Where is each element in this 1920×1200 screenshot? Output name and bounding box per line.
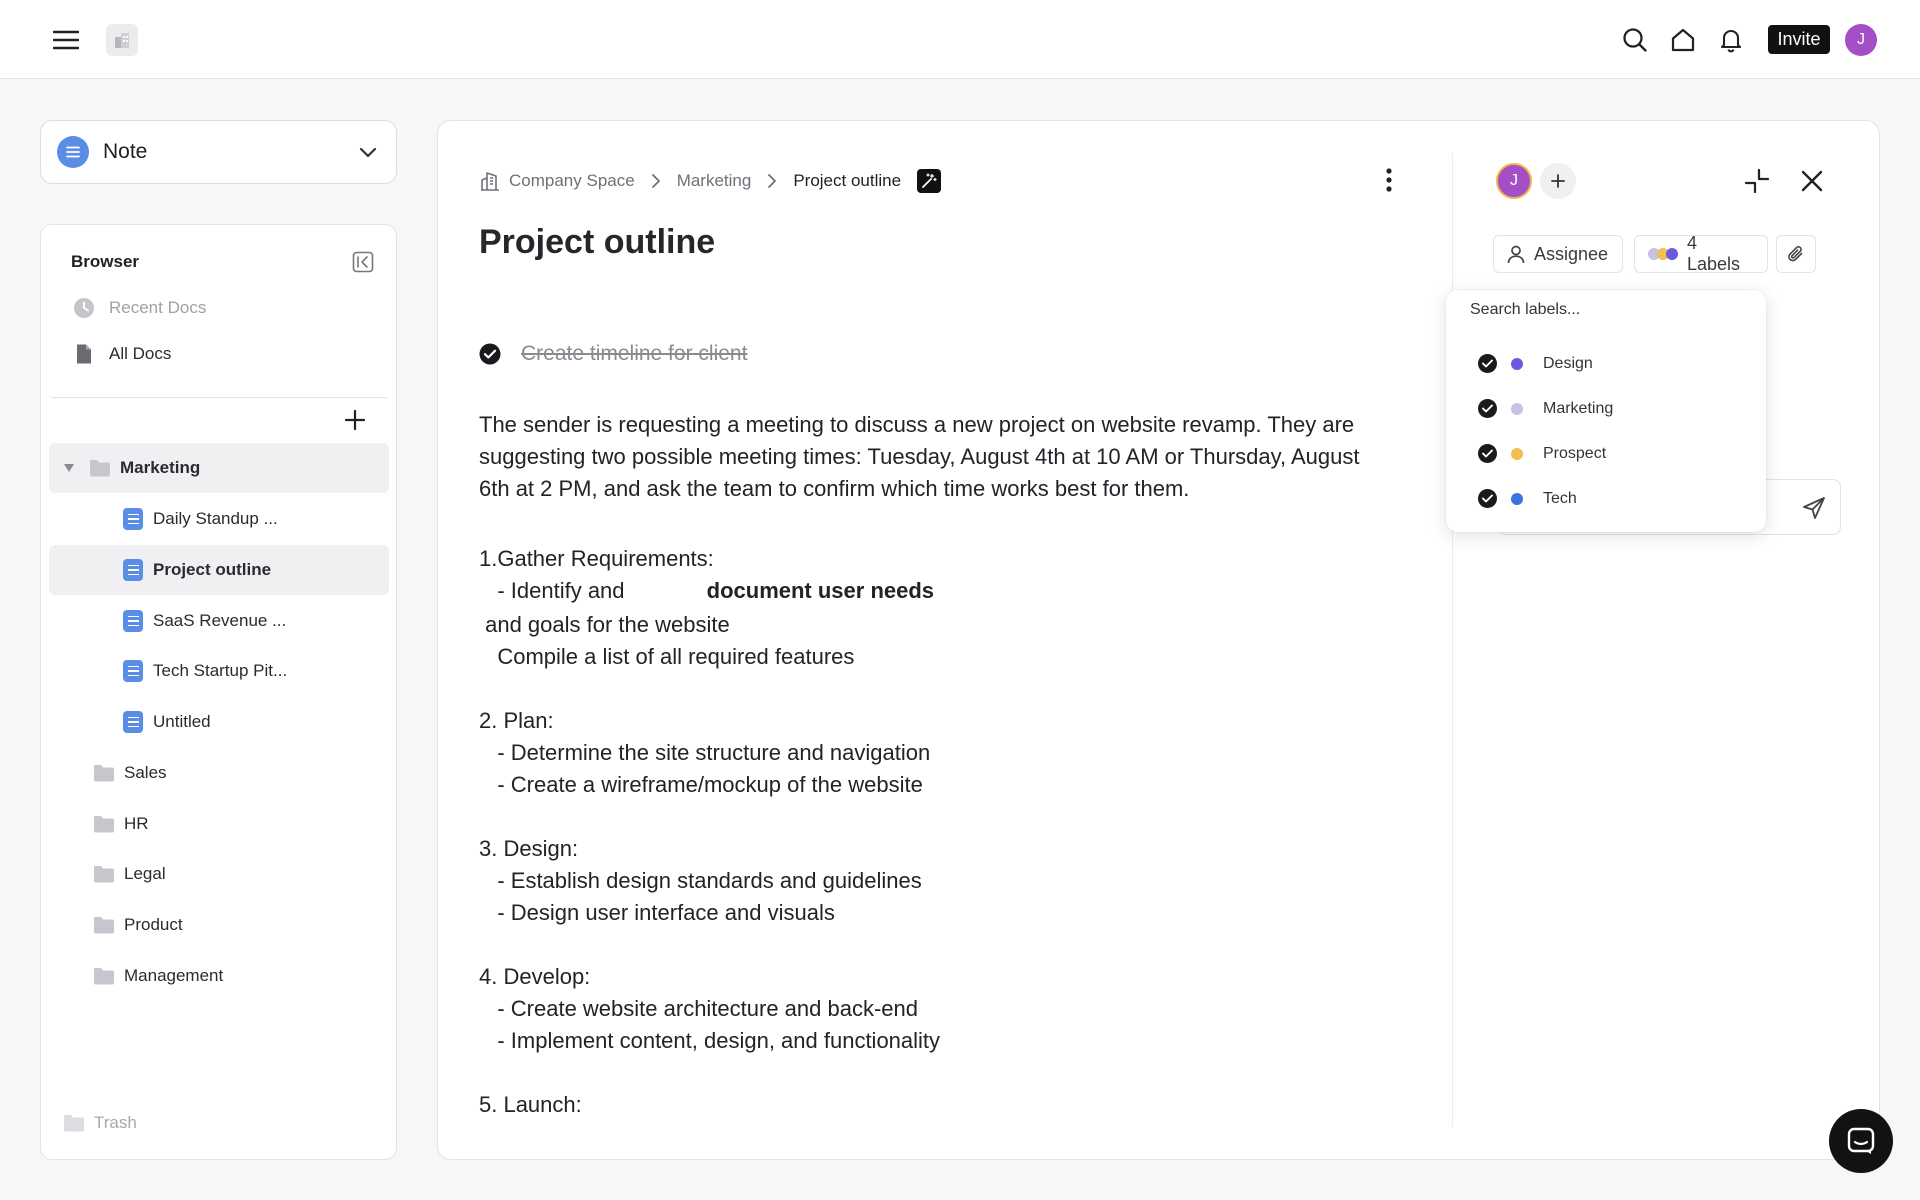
breadcrumb-current: Project outline [793,171,902,190]
label-option-design[interactable] [1478,354,1593,373]
collapse-sidebar-icon[interactable] [352,251,374,273]
label-search-input[interactable]: Search labels... [1470,301,1581,318]
folder-icon [93,865,115,883]
nav-all-docs[interactable] [73,343,171,365]
step4-block[interactable]: 4. Develop: - Create website architecture and back-end - Implement content, design, and functionality [479,964,941,1053]
more-options-icon[interactable] [1385,167,1393,193]
menu-icon[interactable] [52,26,80,54]
label-color-dot [1511,493,1523,505]
nav-recent-docs[interactable] [73,297,206,319]
document-icon [123,660,143,682]
step2-block[interactable]: 2. Plan: - Determine the site structure and navigation - Create a wireframe/mockup of the website [479,708,931,797]
step1-line1[interactable] [479,575,934,607]
breadcrumb-space[interactable]: Company Space [509,171,635,190]
step1-line3[interactable]: Compile a list of all required features [479,644,855,669]
document-icon [123,508,143,530]
labels-count: 4 Labels [1687,233,1741,274]
tree-label: Untitled [153,712,211,731]
tree-doc-project-outline[interactable] [49,545,389,595]
folder-icon [93,815,115,833]
step5-block[interactable]: 5. Launch: [479,1092,582,1117]
checkbox-checked-icon[interactable] [479,343,501,365]
add-folder-icon[interactable] [344,409,366,431]
step1-heading[interactable]: 1.Gather Requirements: [479,546,714,571]
document-editor [437,120,1880,1160]
tree-folder-legal[interactable] [49,849,389,899]
tree-doc-saas-revenue[interactable] [49,596,389,646]
magic-wand-icon[interactable] [917,169,941,193]
nav-all-docs-label: All Docs [109,344,172,363]
tree-doc-tech-startup[interactable] [49,646,389,696]
user-icon [1506,244,1526,264]
task-item[interactable] [479,342,747,366]
invite-button[interactable]: Invite [1768,25,1830,54]
label-option-tech[interactable] [1478,489,1577,508]
doc-type-label: Note [103,140,148,163]
label-name: Marketing [1543,399,1614,417]
step1-bold-text: document user needs [706,578,935,603]
label-dots-icon [1647,247,1679,261]
tree-label: Marketing [120,458,201,477]
summary-paragraph[interactable]: The sender is requesting a meeting to discuss a new project on website revamp. They are suggesting two possible meeting times: Tuesday, August 4th at 10 AM or Thursday, August 6th at 2 PM, and ask the team to confirm which time works best for them. [479,412,1360,501]
tree-label: Legal [124,864,166,883]
tree-folder-management[interactable] [49,951,389,1001]
folder-icon [93,967,115,985]
label-color-dot [1511,448,1523,460]
browser-title: Browser [71,252,140,271]
workspace-logo[interactable] [106,24,138,56]
tree-folder-hr[interactable] [49,799,389,849]
send-icon[interactable] [1802,496,1826,520]
paperclip-icon [1786,244,1806,264]
home-icon[interactable] [1668,25,1698,55]
folder-icon [93,764,115,782]
file-icon [73,343,95,365]
tree-doc-daily-standup[interactable] [49,494,389,544]
label-color-dot [1511,403,1523,415]
label-option-prospect[interactable] [1478,444,1606,463]
tree-label: Product [124,915,183,934]
assignee-label: Assignee [1534,243,1609,264]
label-color-dot [1511,358,1523,370]
close-icon[interactable] [1800,169,1824,193]
caret-down-icon[interactable] [63,463,75,473]
chevron-down-icon [358,142,378,162]
doc-type-select[interactable] [40,120,397,184]
tree-label: Sales [124,763,167,782]
document-icon [123,559,143,581]
collaborator-avatar[interactable]: J [1496,163,1532,199]
trash-folder-icon [63,1114,85,1132]
document-icon [123,610,143,632]
browser-sidebar [40,224,397,1160]
minimize-icon[interactable] [1744,168,1770,194]
document-title[interactable]: Project outline [479,223,716,261]
chat-icon [1846,1126,1876,1156]
user-avatar[interactable]: J [1845,24,1877,56]
chevron-right-icon [651,174,661,188]
top-bar [0,0,1920,79]
folder-icon [93,916,115,934]
folder-icon [89,459,111,477]
step1-line1-text: - Identify and [479,578,631,603]
tree-label: Daily Standup ... [153,509,278,528]
breadcrumb [480,169,941,193]
label-option-marketing[interactable] [1478,399,1613,418]
check-icon[interactable] [1478,399,1497,418]
check-icon[interactable] [1478,444,1497,463]
tree-label: Tech Startup Pit... [153,661,288,680]
label-name: Prospect [1543,444,1607,462]
tree-label: HR [124,814,149,833]
add-collaborator-icon[interactable] [1540,163,1576,199]
sidebar-divider [51,397,387,398]
chat-launcher-button[interactable] [1829,1109,1893,1173]
breadcrumb-folder[interactable]: Marketing [676,171,752,190]
trash-label: Trash [94,1113,137,1132]
assignee-button[interactable] [1493,235,1623,273]
tree-folder-marketing[interactable] [49,443,389,493]
label-name: Design [1543,354,1593,372]
attachment-button[interactable] [1776,235,1816,273]
tree-label: Management [124,966,224,985]
search-icon[interactable] [1620,25,1650,55]
building-icon [480,171,500,191]
bell-icon[interactable] [1716,25,1746,55]
note-type-icon [57,136,89,168]
check-icon[interactable] [1478,354,1497,373]
task-text: Create timeline for client [521,342,748,365]
step1-line2[interactable]: and goals for the website [479,612,730,637]
tree-folder-product[interactable] [49,900,389,950]
trash-item[interactable] [63,1113,137,1133]
labels-dropdown [1446,290,1766,532]
tree-doc-untitled[interactable] [49,697,389,747]
chevron-right-icon [767,174,777,188]
labels-button[interactable] [1634,235,1768,273]
tree-label: Project outline [153,560,272,579]
step3-block[interactable]: 3. Design: - Establish design standards and guidelines - Design user interface and visuals [479,836,922,925]
document-icon [123,711,143,733]
clock-icon [73,297,95,319]
nav-recent-docs-label: Recent Docs [109,298,207,317]
label-name: Tech [1543,489,1577,507]
check-icon[interactable] [1478,489,1497,508]
tree-folder-sales[interactable] [49,748,389,798]
tree-label: SaaS Revenue ... [153,611,287,630]
